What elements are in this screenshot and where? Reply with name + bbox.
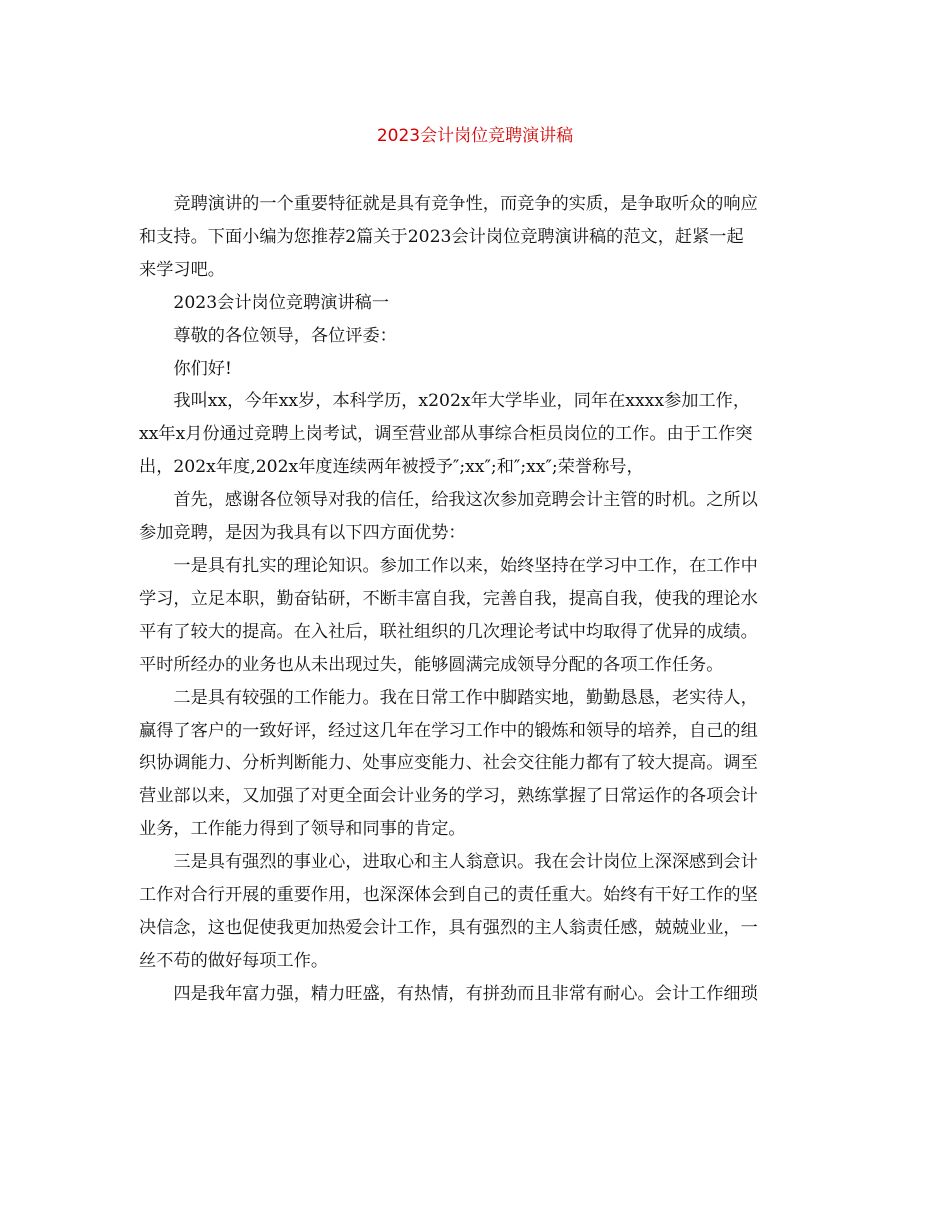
salutation — [139, 320, 811, 353]
text-line: 首先，感谢各位领导对我的信任，给我这次参加竞聘会计主管的时机。之所以 — [173, 490, 758, 511]
text-line: 2023会计岗位竞聘演讲稿一 — [173, 292, 390, 313]
text-line: 你们好! — [173, 358, 232, 379]
text-line: 平有了较大的提高。在入社后，联社组织的几次理论考试中均取得了优异的成绩。 — [139, 621, 758, 642]
text-line: xx年x月份通过竞聘上岗考试，调至营业部从事综合柜员岗位的工作。由于工作突 — [139, 424, 753, 445]
text-line: 我叫xx，今年xx岁，本科学历，x202x年大学毕业，同年在xxxx参加工作， — [173, 391, 751, 412]
text-line: 织协调能力、分析判断能力、处事应变能力、社会交往能力都有了较大提高。调至 — [139, 753, 758, 774]
document-title: 2023会计岗位竞聘演讲稿 — [376, 126, 574, 146]
text-line: 工作对合行开展的重要作用，也深深体会到自己的责任重大。始终有干好工作的坚 — [139, 885, 758, 906]
paragraph-self-intro — [139, 385, 811, 484]
text-line: 学习，立足本职，勤奋钻研，不断丰富自我，完善自我，提高自我，使我的理论水 — [139, 588, 758, 609]
paragraph-intro — [139, 188, 811, 287]
text-line: 四是我年富力强，精力旺盛，有热情，有拼劲而且非常有耐心。会计工作细琐 — [173, 983, 758, 1004]
text-line: 出，202x年度,202x年度连续两年被授予″;xx″;和″;xx″;荣誉称号， — [139, 457, 644, 478]
text-line: 赢得了客户的一致好评，经过这几年在学习工作中的锻炼和领导的培养，自己的组 — [139, 720, 758, 741]
greeting — [139, 353, 811, 386]
text-line: 竞聘演讲的一个重要特征就是具有竞争性，而竞争的实质，是争取听众的响应 — [173, 194, 758, 214]
paragraph-advantage-2 — [139, 682, 811, 847]
section-heading — [139, 287, 811, 320]
text-line: 参加竞聘，是因为我具有以下四方面优势： — [139, 523, 466, 544]
text-line: 来学习吧。 — [139, 259, 225, 280]
paragraph-advantage-3 — [139, 846, 811, 978]
paragraph-advantage-4 — [139, 978, 811, 1011]
text-line: 业务，工作能力得到了领导和同事的肯定。 — [139, 819, 466, 840]
text-line: 三是具有强烈的事业心，进取心和主人翁意识。我在会计岗位上深深感到会计 — [173, 852, 758, 873]
text-line: 一是具有扎实的理论知识。参加工作以来，始终坚持在学习中工作，在工作中 — [173, 555, 758, 576]
text-line: 丝不苟的做好每项工作。 — [139, 950, 329, 971]
text-line: 二是具有较强的工作能力。我在日常工作中脚踏实地，勤勤恳恳，老实待人， — [173, 687, 758, 708]
paragraph-advantage-1 — [139, 550, 811, 682]
text-line: 尊敬的各位领导，各位评委： — [173, 325, 397, 346]
text-line: 决信念，这也促使我更加热爱会计工作，具有强烈的主人翁责任感，兢兢业业，一 — [139, 917, 758, 938]
text-line: 和支持。下面小编为您推荐2篇关于2023会计岗位竞聘演讲稿的范文，赶紧一起 — [139, 226, 744, 247]
text-line: 平时所经办的业务也从未出现过失，能够圆满完成领导分配的各项工作任务。 — [139, 654, 724, 675]
paragraph-thanks — [139, 484, 811, 550]
text-line: 营业部以来，又加强了对更全面会计业务的学习，熟练掌握了日常运作的各项会计 — [139, 786, 758, 807]
document-body — [139, 188, 811, 1011]
